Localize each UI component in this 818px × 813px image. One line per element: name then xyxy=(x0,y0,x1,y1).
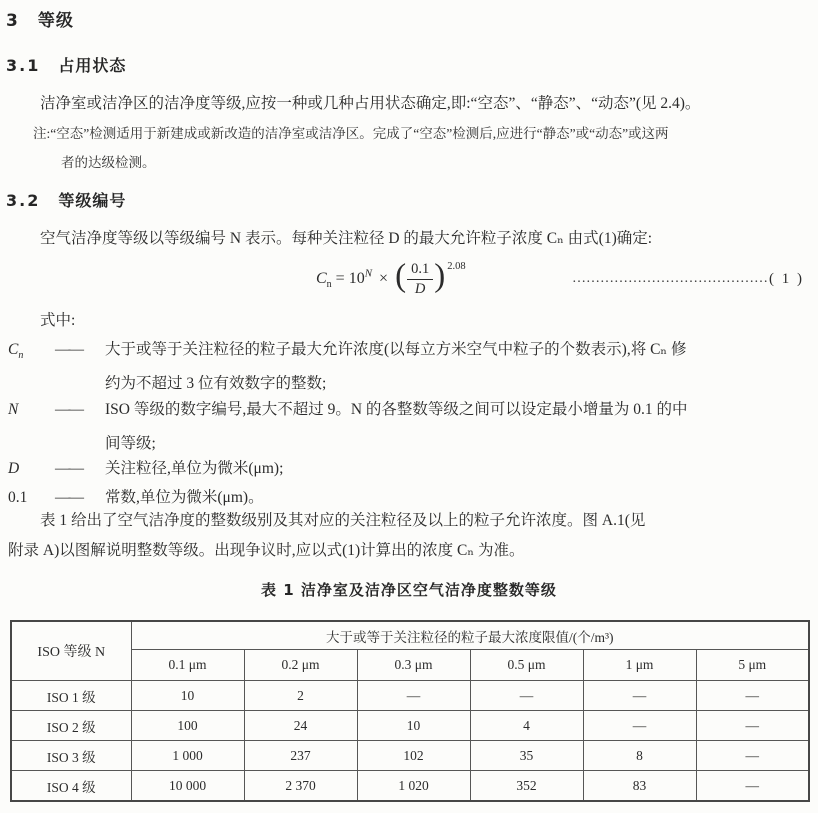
cell-value: 10 000 xyxy=(131,771,244,802)
paragraph-occupancy-states: 洁净室或洁净区的洁净度等级,应按一种或几种占用状态确定,即:“空态”、“静态”、“动态”(见 2.4)。 xyxy=(40,95,701,112)
definition-text: ISO 等级的数字编号,最大不超过 9。N 的各整数等级之间可以设定最小增量为 0.1 的中 xyxy=(105,401,688,418)
cell-value: 10 xyxy=(357,711,470,741)
section-heading-3-1 xyxy=(6,53,126,76)
definition-term: D xyxy=(8,460,20,477)
cell-value: — xyxy=(583,711,696,741)
cell-value: — xyxy=(357,681,470,711)
section-number: 3.1 xyxy=(6,56,41,75)
exponent-2-08: 2.08 xyxy=(447,260,466,272)
definition-line-2: 约为不超过 3 位有效数字的整数; xyxy=(105,375,327,393)
table-span-header: 大于或等于关注粒径的粒子最大浓度限值/(个/m³) xyxy=(131,621,809,650)
section-heading-3-2 xyxy=(6,188,126,211)
definition-line-2: 间等级; xyxy=(105,435,156,453)
cell-value: 237 xyxy=(244,741,357,771)
definition-text: 关注粒径,单位为微米(μm); xyxy=(105,460,284,477)
multiply-sign: × xyxy=(379,269,389,287)
cell-value: 352 xyxy=(470,771,583,802)
definition-line-1 xyxy=(8,397,812,421)
var-cn-subscript: n xyxy=(326,278,332,290)
table-row-iso2 xyxy=(11,711,809,741)
row-label: ISO 3 级 xyxy=(11,741,131,771)
row-label: ISO 1 级 xyxy=(11,681,131,711)
definition-line-1 xyxy=(8,485,812,509)
definition-line-1 xyxy=(8,337,812,361)
where-label: 式中: xyxy=(40,312,76,329)
cell-value: 1 020 xyxy=(357,771,470,802)
equation-number: ( 1 ) xyxy=(769,270,804,287)
cell-value: 10 xyxy=(131,681,244,711)
cell-value: 100 xyxy=(131,711,244,741)
cell-value: 4 xyxy=(470,711,583,741)
row-label: ISO 2 级 xyxy=(11,711,131,741)
equals-ten: = 10 xyxy=(331,269,365,287)
cell-value: 24 xyxy=(244,711,357,741)
definition-term: N xyxy=(8,401,19,418)
table-1-title: 表 1 洁净室及洁净区空气洁净度整数等级 xyxy=(261,581,557,599)
cell-value: — xyxy=(696,711,809,741)
equation-1 xyxy=(0,255,818,303)
cell-value: — xyxy=(696,771,809,802)
table-subheader-0-2um: 0.2 μm xyxy=(244,650,357,681)
table-row-iso1 xyxy=(11,681,809,711)
table-subheader-0-3um: 0.3 μm xyxy=(357,650,470,681)
definition-cn xyxy=(8,337,812,393)
var-cn: C xyxy=(316,269,327,287)
table-row-iso4 xyxy=(11,771,809,802)
row-label: ISO 4 级 xyxy=(11,771,131,802)
paragraph-class-number: 空气洁净度等级以等级编号 N 表示。每种关注粒径 D 的最大允许粒子浓度 Cₙ 由式(1)确定: xyxy=(40,230,653,247)
section-title: 占用状态 xyxy=(58,56,127,75)
cell-value: 83 xyxy=(583,771,696,802)
equation-expression xyxy=(316,258,466,297)
cell-value: 2 xyxy=(244,681,357,711)
table-subheader-1um: 1 μm xyxy=(583,650,696,681)
definition-dash: —— xyxy=(55,489,82,506)
fraction-denominator: D xyxy=(414,280,426,297)
cell-value: — xyxy=(696,741,809,771)
definition-term: 0.1 xyxy=(8,489,28,506)
definition-dash: —— xyxy=(55,401,82,418)
note-line-1: 注:“空态”检测适用于新建成或新改造的洁净室或洁净区。完成了“空态”检测后,应进行“静态”或“动态”或这两 xyxy=(33,126,669,141)
section-number: 3.2 xyxy=(6,191,41,210)
fraction xyxy=(407,261,433,297)
table-row-iso3 xyxy=(11,741,809,771)
table-1-wrapper xyxy=(10,620,810,802)
definition-0-1 xyxy=(8,485,812,509)
section-heading-3 xyxy=(6,6,74,31)
cell-value: 35 xyxy=(470,741,583,771)
table-subheader-0-5um: 0.5 μm xyxy=(470,650,583,681)
section-number: 3 xyxy=(6,11,20,31)
definition-term: $C_n$ xyxy=(8,341,24,362)
section-title: 等级编号 xyxy=(58,191,127,210)
section-title: 等级 xyxy=(37,11,74,31)
close-paren: ) xyxy=(434,258,446,294)
definition-n xyxy=(8,397,812,453)
cell-value: — xyxy=(583,681,696,711)
cleanliness-class-table xyxy=(10,620,810,802)
table-subheader-0-1um: 0.1 μm xyxy=(131,650,244,681)
paragraph-table-intro-line-1: 表 1 给出了空气洁净度的整数级别及其对应的关注粒径及以上的粒子允许浓度。图 A.1(见 xyxy=(40,512,646,529)
definition-text: 大于或等于关注粒径的粒子最大允许浓度(以每立方米空气中粒子的个数表示),将 Cₙ 修 xyxy=(105,341,687,358)
cell-value: — xyxy=(696,681,809,711)
open-paren: ( xyxy=(395,258,407,294)
table-corner-header: ISO 等级 N xyxy=(11,621,131,681)
fraction-numerator: 0.1 xyxy=(407,261,433,280)
cell-value: 2 370 xyxy=(244,771,357,802)
cell-value: 102 xyxy=(357,741,470,771)
dot-leader: …………………………………… xyxy=(572,271,768,286)
cell-value: 1 000 xyxy=(131,741,244,771)
table-subheader-5um: 5 μm xyxy=(696,650,809,681)
definition-dash: —— xyxy=(55,460,82,477)
definition-text: 常数,单位为微米(μm)。 xyxy=(105,489,264,506)
definition-line-1 xyxy=(8,456,812,480)
definition-d xyxy=(8,456,812,480)
note-line-2: 者的达级检测。 xyxy=(61,155,156,170)
definition-dash: —— xyxy=(55,341,82,358)
paragraph-table-intro-line-2: 附录 A)以图解说明整数等级。出现争议时,应以式(1)计算出的浓度 Cₙ 为准。 xyxy=(8,542,525,559)
cell-value: — xyxy=(470,681,583,711)
exponent-n: N xyxy=(364,267,373,280)
cell-value: 8 xyxy=(583,741,696,771)
